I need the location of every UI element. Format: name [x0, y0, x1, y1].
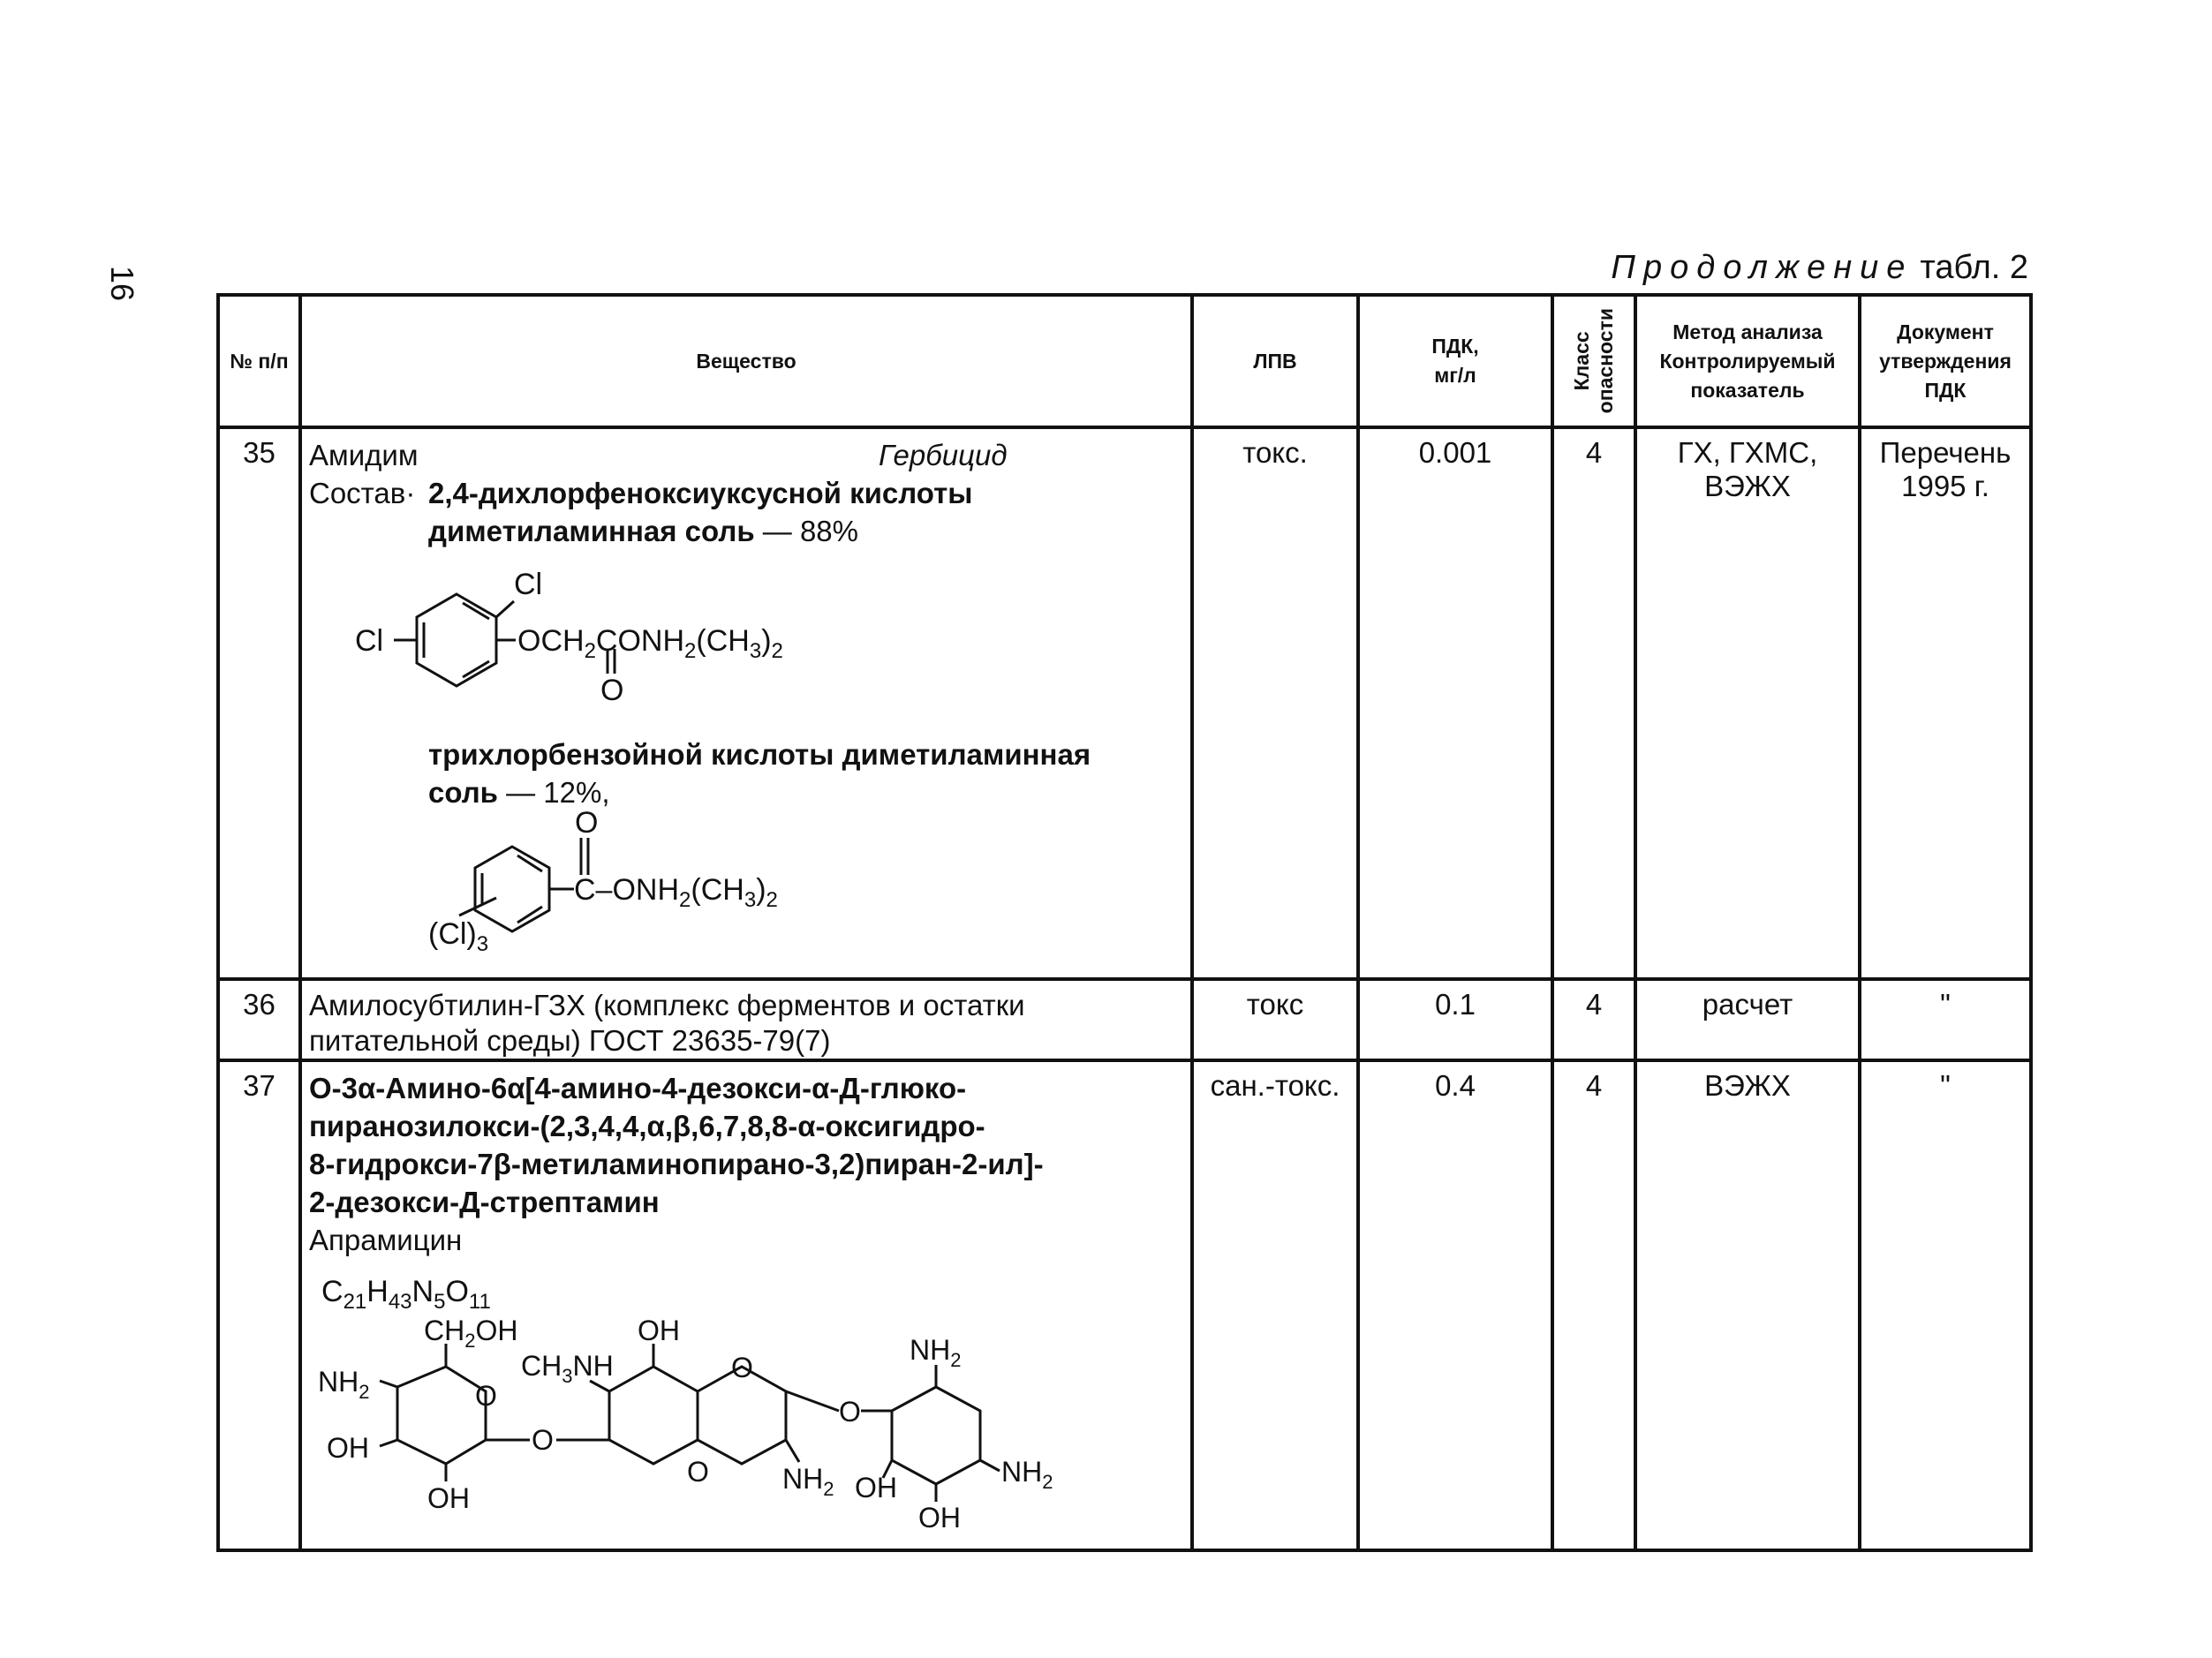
apr-ring-o-2: O: [731, 1352, 753, 1383]
header-num: № п/п: [218, 295, 300, 427]
component-2-line2: соль: [428, 776, 498, 809]
apr-nh2-label-2: $NH_2$: [782, 1463, 834, 1500]
header-doc-line1: Документ: [1897, 320, 1994, 343]
pdk-cell: 0.001: [1358, 427, 1552, 979]
tba-oxygen-label: O: [575, 811, 599, 840]
header-pdk: [1358, 295, 1552, 427]
molecular-formula: $C_{21}H_{43}N_5O_{11}$: [321, 1275, 491, 1314]
apr-oh-label-4: OH: [855, 1472, 897, 1504]
header-doc: [1860, 295, 2031, 427]
method-line2: ВЭЖХ: [1704, 470, 1791, 502]
apr-nh2-label-4: $NH_2$: [1001, 1456, 1053, 1493]
method-line1: ГХ, ГХМС,: [1677, 436, 1818, 469]
substance-line1: О-3α-Амино-6α[4-амино-4-дезокси-α-Д-глюко-: [309, 1072, 967, 1104]
table-row: [218, 979, 2031, 1060]
apr-ch3nh-label: $CH_3NH$: [521, 1350, 614, 1387]
substance-cell: [300, 1060, 1192, 1550]
row-num: 35: [218, 427, 300, 979]
doc-line1: Перечень: [1879, 436, 2012, 469]
header-method: [1635, 295, 1860, 427]
substance-line2: пиранозилокси-(2,3,4,4,α,β,6,7,8,8-α-оксигидро-: [309, 1110, 985, 1142]
header-pdk-unit: мг/л: [1434, 364, 1476, 387]
structure-2-4-d-salt: [309, 550, 927, 735]
apr-ring-o-1: O: [475, 1380, 497, 1412]
doc-cell: ": [1860, 979, 2031, 1060]
class-cell: 4: [1552, 1060, 1635, 1550]
continuation-table: табл. 2: [1920, 249, 2028, 286]
apr-ch2oh-label: $CH_2OH$: [424, 1315, 518, 1352]
class-cell: 4: [1552, 427, 1635, 979]
apr-oh-label-2: OH: [427, 1482, 470, 1514]
apr-nh2-label-3: $NH_2$: [910, 1334, 962, 1371]
header-doc-line3: ПДК: [1924, 378, 1967, 402]
substance-line1: Амилосубтилин-ГЗХ (комплекс ферментов и остатки: [309, 989, 1025, 1021]
structure-tba-salt: [309, 811, 927, 961]
method-cell: ВЭЖХ: [1635, 1060, 1860, 1550]
row-num: 36: [218, 979, 300, 1060]
row-num: 37: [218, 1060, 300, 1550]
apr-nh2-label-1: $NH_2$: [318, 1366, 370, 1403]
lpv-cell: токс: [1192, 979, 1358, 1060]
doc-line2: 1995 г.: [1901, 470, 1989, 502]
table-continuation: [1611, 249, 2028, 287]
substance-line3: 8-гидрокси-7β-метиламинопирано-3,2)пиран-2-ил]-: [309, 1148, 1044, 1180]
header-class-label: [1570, 308, 1618, 413]
apr-oh-label-5: OH: [918, 1502, 961, 1534]
substances-table: [216, 293, 2033, 1552]
component-2-line1: трихлорбензойной кислоты диметиламинная: [428, 738, 1091, 771]
header-substance: Вещество: [300, 295, 1192, 427]
header-method-line3: показатель: [1690, 378, 1805, 402]
substance-title-line: [309, 436, 1181, 474]
header-method-line1: Метод анализа: [1672, 320, 1823, 343]
structure-apramycin: [309, 1259, 1104, 1541]
component-2-line1-wrap: [309, 735, 1181, 773]
header-doc-line2: утверждения: [1879, 349, 2012, 373]
apr-oh-label-3: OH: [638, 1315, 680, 1346]
substance-line2: питательной среды) ГОСТ 23635-79(7): [309, 1024, 831, 1057]
chlorine-label-2: Cl: [355, 624, 384, 658]
header-class: [1552, 295, 1635, 427]
component-1-line1: 2,4-дихлорфеноксиуксусной кислоты: [428, 477, 973, 509]
lpv-cell: сан.-токс.: [1192, 1060, 1358, 1550]
apr-oh-label-1: OH: [327, 1432, 369, 1464]
pdk-cell: 0.4: [1358, 1060, 1552, 1550]
substance-name: Амидим: [309, 439, 419, 471]
component-2-line2-wrap: [309, 773, 1181, 811]
apr-bridge-o-1: O: [532, 1424, 554, 1456]
class-cell: 4: [1552, 979, 1635, 1060]
component-2-percent: — 12%,: [497, 776, 610, 809]
composition-line: [309, 474, 1181, 512]
doc-cell: ": [1860, 1060, 2031, 1550]
method-cell: [1635, 427, 1860, 979]
carbonyl-oxygen-label: O: [600, 674, 624, 707]
method-cell: расчет: [1635, 979, 1860, 1060]
substituent-label: $OCH_2CONH_2(CH_3)_2$: [517, 624, 783, 663]
pdk-cell: 0.1: [1358, 979, 1552, 1060]
tba-substituent-label: $C-ONH_2(CH_3)_2$: [574, 873, 778, 912]
component-1-line2-wrap: [309, 512, 1181, 550]
component-1-line2: диметиламинная соль: [428, 515, 755, 547]
table-row: [218, 1060, 2031, 1550]
trichloro-label: $(Cl)_3$: [428, 917, 489, 956]
header-pdk-label: ПДК,: [1431, 335, 1479, 358]
continuation-word: Продолжение: [1611, 249, 1914, 286]
header-class-line2: опасности: [1594, 308, 1617, 414]
doc-cell: [1860, 427, 2031, 979]
substance-line4: 2-дезокси-Д-стрептамин: [309, 1186, 660, 1218]
header-row: [218, 295, 2031, 427]
substance-category: Гербицид: [879, 439, 1008, 471]
component-1-percent: — 88%: [754, 515, 858, 547]
table-row: [218, 427, 2031, 979]
apr-bridge-o-2: O: [839, 1396, 861, 1428]
substance-cell: [300, 427, 1192, 979]
apr-ring-o-3: O: [687, 1456, 709, 1488]
header-method-line2: Контролируемый: [1659, 349, 1836, 373]
composition-label: Состав·: [309, 477, 416, 509]
chlorine-label-1: Cl: [514, 568, 543, 601]
substance-cell: [300, 979, 1192, 1060]
header-class-line1: Класс: [1570, 331, 1593, 391]
page-number: 16: [104, 265, 141, 302]
header-lpv: ЛПВ: [1192, 295, 1358, 427]
trivial-name: Апрамицин: [309, 1224, 463, 1256]
lpv-cell: токс.: [1192, 427, 1358, 979]
